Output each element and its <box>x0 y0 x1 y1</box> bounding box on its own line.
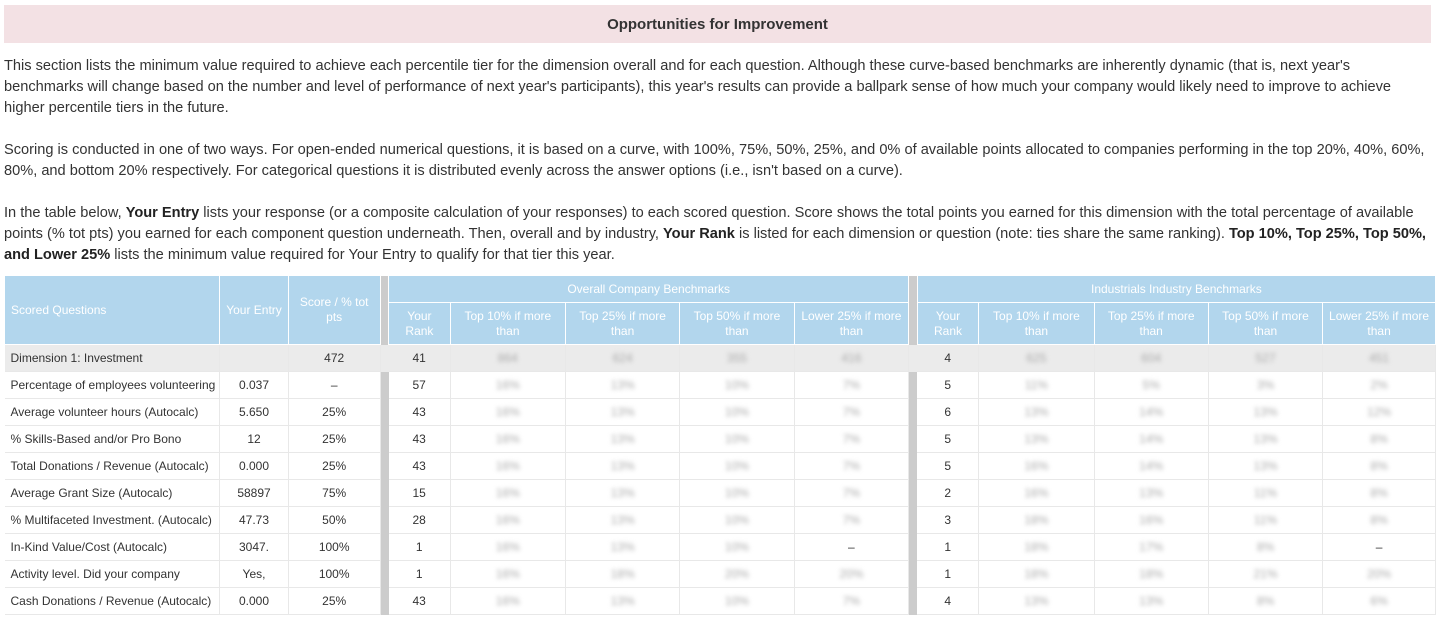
overall-top10-cell <box>450 372 565 399</box>
blurred-value: 16% <box>495 513 520 527</box>
blurred-value: 16% <box>495 432 520 446</box>
industry-top10-cell <box>979 372 1094 399</box>
overall-top25-cell <box>565 480 679 507</box>
overall-lower25-cell <box>794 372 909 399</box>
blurred-value: 16% <box>1139 513 1164 527</box>
intro-text <box>4 56 1429 266</box>
blurred-value: 10% <box>724 513 749 527</box>
industry-top50-cell <box>1208 345 1322 372</box>
industry-top25-cell <box>1094 534 1208 561</box>
overall-top25-cell <box>565 372 679 399</box>
blurred-value: 7% <box>842 459 861 473</box>
overall-top10-cell <box>450 453 565 480</box>
your-entry-cell: 0.000 <box>220 453 288 480</box>
header-your-entry: Your Entry <box>220 276 288 345</box>
question-row <box>5 426 1436 453</box>
overall-top50-cell <box>680 453 794 480</box>
intro-paragraph-2: Scoring is conducted in one of two ways. For open-ended numerical questions, it is based on a curve, with 100%, 75%, 50%, 25%, and 0% of available points allocated to companies performing in the top 20%, 40%, 60%, 80%, and bottom 20% respectively. For categorical questions it is distributed evenly across the answer options (i.e., isn't based on a curve). <box>4 142 1425 179</box>
industry-top10-cell <box>979 345 1094 372</box>
blurred-value: 527 <box>1255 351 1276 365</box>
overall-rank-cell: 43 <box>389 453 451 480</box>
column-separator <box>380 480 389 507</box>
blurred-value: 7% <box>842 486 861 500</box>
blurred-value: 13% <box>610 405 635 419</box>
blurred-value: 7% <box>842 594 861 608</box>
industry-rank-cell: 5 <box>917 426 979 453</box>
industry-top10-cell <box>979 480 1094 507</box>
industry-top25-cell <box>1094 480 1208 507</box>
industry-lower25-cell <box>1323 372 1436 399</box>
overall-top10-cell <box>450 399 565 426</box>
question-cell: Activity level. Did your company <box>5 561 220 588</box>
overall-top25-cell <box>565 426 679 453</box>
industry-top25-cell <box>1094 588 1208 615</box>
overall-top50-cell <box>680 534 794 561</box>
industry-top25-cell <box>1094 372 1208 399</box>
header-industry-top10: Top 10% if more than <box>979 303 1094 345</box>
benchmark-table <box>4 275 1436 615</box>
blurred-value: 16% <box>495 405 520 419</box>
industry-top10-cell <box>979 399 1094 426</box>
score-cell: 25% <box>288 399 380 426</box>
column-separator <box>909 480 918 507</box>
column-separator <box>380 507 389 534</box>
overall-top50-cell <box>680 480 794 507</box>
blurred-value: 16% <box>495 486 520 500</box>
blurred-value: 16% <box>495 459 520 473</box>
overall-top25-cell <box>565 399 679 426</box>
blurred-value: 18% <box>1024 567 1049 581</box>
blurred-value: 12% <box>1367 405 1392 419</box>
overall-rank-cell: 1 <box>389 534 451 561</box>
blurred-value: 5% <box>1142 378 1160 392</box>
column-separator <box>909 561 918 588</box>
industry-lower25-cell <box>1323 507 1436 534</box>
question-row <box>5 561 1436 588</box>
column-separator <box>909 276 918 345</box>
overall-top50-cell <box>680 588 794 615</box>
industry-rank-cell: 4 <box>917 345 979 372</box>
overall-lower25-cell <box>794 426 909 453</box>
industry-rank-cell: 2 <box>917 480 979 507</box>
column-separator <box>380 453 389 480</box>
question-cell: % Multifaceted Investment. (Autocalc) <box>5 507 220 534</box>
industry-top50-cell <box>1208 399 1322 426</box>
section-title-text: Opportunities for Improvement <box>607 15 828 33</box>
blurred-value: 11% <box>1253 486 1278 500</box>
industry-top10-cell <box>979 426 1094 453</box>
header-score: Score / % tot pts <box>288 276 380 345</box>
header-top10: Top 10% if more than <box>450 303 565 345</box>
header-lower25: Lower 25% if more than <box>794 303 909 345</box>
blurred-value: 11% <box>1024 378 1048 392</box>
header-scored-questions: Scored Questions <box>5 276 220 345</box>
blurred-value: 13% <box>1139 594 1164 608</box>
question-row <box>5 372 1436 399</box>
overall-rank-cell: 15 <box>389 480 451 507</box>
blurred-value: 7% <box>842 513 861 527</box>
column-separator <box>380 345 389 372</box>
blurred-value: 20% <box>1367 567 1392 581</box>
column-separator <box>909 372 918 399</box>
overall-rank-cell: 41 <box>389 345 451 372</box>
column-separator <box>380 276 389 345</box>
column-separator <box>380 588 389 615</box>
blurred-value: 11% <box>1253 513 1278 527</box>
overall-top50-cell <box>680 426 794 453</box>
score-cell: 100% <box>288 561 380 588</box>
question-row <box>5 588 1436 615</box>
your-entry-cell: Yes, <box>220 561 288 588</box>
question-cell: Percentage of employees volunteering <box>5 372 220 399</box>
column-separator <box>909 588 918 615</box>
blurred-value: 13% <box>1024 432 1049 446</box>
column-separator <box>909 534 918 561</box>
industry-top25-cell <box>1094 345 1208 372</box>
overall-top50-cell <box>680 345 794 372</box>
industry-top50-cell <box>1208 561 1322 588</box>
column-separator <box>380 534 389 561</box>
blurred-value: 624 <box>612 351 633 365</box>
industry-top10-cell <box>979 453 1094 480</box>
question-cell: Dimension 1: Investment <box>5 345 220 372</box>
industry-rank-cell: 5 <box>917 453 979 480</box>
blurred-value: 14% <box>1139 405 1164 419</box>
column-separator <box>909 507 918 534</box>
overall-rank-cell: 57 <box>389 372 451 399</box>
industry-rank-cell: 1 <box>917 561 979 588</box>
blurred-value: 8% <box>1370 459 1388 473</box>
blurred-value: 416 <box>841 351 862 365</box>
dimension-row <box>5 345 1436 372</box>
question-cell: In-Kind Value/Cost (Autocalc) <box>5 534 220 561</box>
industry-top25-cell <box>1094 507 1208 534</box>
header-top50: Top 50% if more than <box>680 303 794 345</box>
blurred-value: 13% <box>610 540 635 554</box>
overall-top25-cell <box>565 453 679 480</box>
score-cell: 100% <box>288 534 380 561</box>
industry-top50-cell <box>1208 534 1322 561</box>
overall-lower25-cell <box>794 588 909 615</box>
overall-top10-cell <box>450 507 565 534</box>
industry-top25-cell <box>1094 561 1208 588</box>
blurred-value: 10% <box>724 486 749 500</box>
blurred-value: 7% <box>842 405 861 419</box>
blurred-value: 6% <box>1370 594 1388 608</box>
column-separator <box>909 453 918 480</box>
industry-lower25-cell <box>1323 345 1436 372</box>
blurred-value: 13% <box>610 513 635 527</box>
blurred-value: 13% <box>1024 594 1049 608</box>
blurred-value: 355 <box>726 351 747 365</box>
blurred-value: 13% <box>1253 459 1278 473</box>
intro-paragraph-1: This section lists the minimum value required to achieve each percentile tier for the dimension overall and for each question. Although these curve-based benchmarks are inherently dynamic (that is, next year's benchmarks will change based on the number and level of performance of next year's participants), this year's results can provide a ballpark sense of how much your company would likely need to improve to achieve higher percentile tiers in the future. <box>4 58 1392 116</box>
blurred-value: 8% <box>1256 540 1275 554</box>
blurred-value: 13% <box>1024 405 1049 419</box>
score-cell: 25% <box>288 453 380 480</box>
industry-rank-cell: 4 <box>917 588 979 615</box>
blurred-value: 14% <box>1139 459 1164 473</box>
header-industry-top50: Top 50% if more than <box>1208 303 1322 345</box>
industry-lower25-cell <box>1323 399 1436 426</box>
industry-top10-cell <box>979 507 1094 534</box>
column-separator <box>380 399 389 426</box>
score-cell: 50% <box>288 507 380 534</box>
blurred-value: 16% <box>1024 459 1049 473</box>
question-cell: Average volunteer hours (Autocalc) <box>5 399 220 426</box>
overall-top10-cell <box>450 534 565 561</box>
blurred-value: 13% <box>1139 486 1164 500</box>
overall-top25-cell <box>565 507 679 534</box>
industry-top50-cell <box>1208 507 1322 534</box>
blurred-value: 16% <box>495 378 520 392</box>
blurred-value: 16% <box>1024 486 1049 500</box>
overall-lower25-cell <box>794 480 909 507</box>
overall-top10-cell <box>450 588 565 615</box>
your-entry-cell: 47.73 <box>220 507 288 534</box>
blurred-value: 20% <box>724 567 749 581</box>
overall-top50-cell <box>680 399 794 426</box>
question-row <box>5 480 1436 507</box>
industry-top50-cell <box>1208 372 1322 399</box>
your-entry-cell: 3047. <box>220 534 288 561</box>
blurred-value: 7% <box>842 378 861 392</box>
header-industry-group: Industrials Industry Benchmarks <box>917 276 1435 303</box>
score-cell: 25% <box>288 426 380 453</box>
overall-rank-cell: 43 <box>389 399 451 426</box>
header-industry-your-rank: Your Rank <box>917 303 979 345</box>
question-row <box>5 534 1436 561</box>
blurred-value: 3% <box>1256 378 1275 392</box>
overall-lower25-cell <box>794 399 909 426</box>
blurred-value: 625 <box>1026 351 1047 365</box>
blurred-value: 10% <box>724 405 749 419</box>
blurred-value: 16% <box>495 540 520 554</box>
your-entry-cell <box>220 345 288 372</box>
blurred-value: 864 <box>497 351 518 365</box>
column-separator <box>909 345 918 372</box>
blurred-value: 8% <box>1370 486 1388 500</box>
overall-top10-cell <box>450 426 565 453</box>
column-separator <box>380 561 389 588</box>
blurred-value: 18% <box>1024 513 1049 527</box>
blurred-value: 10% <box>724 378 749 392</box>
industry-top50-cell <box>1208 426 1322 453</box>
column-separator <box>380 426 389 453</box>
blurred-value: 16% <box>495 594 520 608</box>
score-cell: 75% <box>288 480 380 507</box>
industry-top10-cell <box>979 534 1094 561</box>
industry-top25-cell <box>1094 426 1208 453</box>
blurred-value: 14% <box>1139 432 1164 446</box>
overall-top10-cell <box>450 480 565 507</box>
blurred-value: 13% <box>610 378 635 392</box>
your-entry-cell: 58897 <box>220 480 288 507</box>
blurred-value: 13% <box>610 486 635 500</box>
overall-top25-cell <box>565 345 679 372</box>
header-overall-group: Overall Company Benchmarks <box>389 276 909 303</box>
blurred-value: 7% <box>842 432 861 446</box>
score-cell: – <box>288 372 380 399</box>
blurred-value: 13% <box>610 594 635 608</box>
blurred-value: 10% <box>724 432 749 446</box>
your-entry-cell: 12 <box>220 426 288 453</box>
overall-lower25-cell <box>794 507 909 534</box>
industry-lower25-cell: – <box>1323 534 1436 561</box>
your-entry-cell: 5.650 <box>220 399 288 426</box>
blurred-value: 13% <box>610 459 635 473</box>
overall-top10-cell <box>450 561 565 588</box>
blurred-value: 18% <box>1024 540 1049 554</box>
overall-lower25-cell <box>794 561 909 588</box>
your-entry-cell: 0.000 <box>220 588 288 615</box>
question-cell: % Skills-Based and/or Pro Bono <box>5 426 220 453</box>
blurred-value: 18% <box>1139 567 1164 581</box>
blurred-value: 16% <box>495 567 520 581</box>
industry-rank-cell: 5 <box>917 372 979 399</box>
industry-lower25-cell <box>1323 588 1436 615</box>
overall-lower25-cell <box>794 345 909 372</box>
blurred-value: 13% <box>1253 432 1278 446</box>
industry-top10-cell <box>979 588 1094 615</box>
blurred-value: 20% <box>839 567 864 581</box>
question-cell: Cash Donations / Revenue (Autocalc) <box>5 588 220 615</box>
overall-top50-cell <box>680 507 794 534</box>
question-row <box>5 507 1436 534</box>
blurred-value: 17% <box>1139 540 1164 554</box>
overall-lower25-cell <box>794 453 909 480</box>
header-your-rank: Your Rank <box>389 303 451 345</box>
blurred-value: 13% <box>1253 405 1278 419</box>
question-cell: Average Grant Size (Autocalc) <box>5 480 220 507</box>
overall-top25-cell <box>565 561 679 588</box>
industry-top50-cell <box>1208 453 1322 480</box>
header-industry-lower25: Lower 25% if more than <box>1323 303 1436 345</box>
blurred-value: 10% <box>724 540 749 554</box>
industry-top25-cell <box>1094 453 1208 480</box>
overall-rank-cell: 43 <box>389 426 451 453</box>
industry-top50-cell <box>1208 480 1322 507</box>
question-cell: Total Donations / Revenue (Autocalc) <box>5 453 220 480</box>
blurred-value: 2% <box>1370 378 1388 392</box>
industry-rank-cell: 3 <box>917 507 979 534</box>
blurred-value: 18% <box>610 567 635 581</box>
score-cell: 25% <box>288 588 380 615</box>
blurred-value: 10% <box>724 459 749 473</box>
overall-top25-cell <box>565 588 679 615</box>
overall-rank-cell: 43 <box>389 588 451 615</box>
industry-lower25-cell <box>1323 480 1436 507</box>
blurred-value: 21% <box>1253 567 1278 581</box>
your-entry-cell: 0.037 <box>220 372 288 399</box>
score-cell: 472 <box>288 345 380 372</box>
industry-top10-cell <box>979 561 1094 588</box>
industry-top25-cell <box>1094 399 1208 426</box>
industry-lower25-cell <box>1323 561 1436 588</box>
intro-paragraph-3: In the table below, Your Entry lists your response (or a composite calculation of your responses) to each scored question. Score shows the total points you earned for this dimension with the total percentage of available points (% tot pts) you earned for each component question underneath. Then, overall and by industry, Your Rank is listed for each dimension or question (note: ties share the same ranking). Top 10%, Top 25%, Top 50%, and Lower 25% lists the minimum value required for Your Entry to qualify for that tier this year. <box>4 205 1426 263</box>
overall-rank-cell: 1 <box>389 561 451 588</box>
industry-lower25-cell <box>1323 426 1436 453</box>
section-title <box>4 5 1431 43</box>
column-separator <box>909 399 918 426</box>
industry-top50-cell <box>1208 588 1322 615</box>
overall-top25-cell <box>565 534 679 561</box>
overall-lower25-cell: – <box>794 534 909 561</box>
blurred-value: 13% <box>610 432 635 446</box>
blurred-value: 10% <box>724 594 749 608</box>
overall-top50-cell <box>680 561 794 588</box>
industry-rank-cell: 1 <box>917 534 979 561</box>
column-separator <box>909 426 918 453</box>
benchmark-table-body <box>5 345 1436 615</box>
overall-top50-cell <box>680 372 794 399</box>
blurred-value: 451 <box>1369 351 1390 365</box>
blurred-value: 8% <box>1370 513 1388 527</box>
industry-rank-cell: 6 <box>917 399 979 426</box>
question-row <box>5 453 1436 480</box>
question-row <box>5 399 1436 426</box>
blurred-value: 8% <box>1256 594 1275 608</box>
overall-rank-cell: 28 <box>389 507 451 534</box>
blurred-value: 8% <box>1370 432 1388 446</box>
industry-lower25-cell <box>1323 453 1436 480</box>
overall-top10-cell <box>450 345 565 372</box>
column-separator <box>380 372 389 399</box>
blurred-value: 604 <box>1141 351 1162 365</box>
header-top25: Top 25% if more than <box>565 303 679 345</box>
header-industry-top25: Top 25% if more than <box>1094 303 1208 345</box>
